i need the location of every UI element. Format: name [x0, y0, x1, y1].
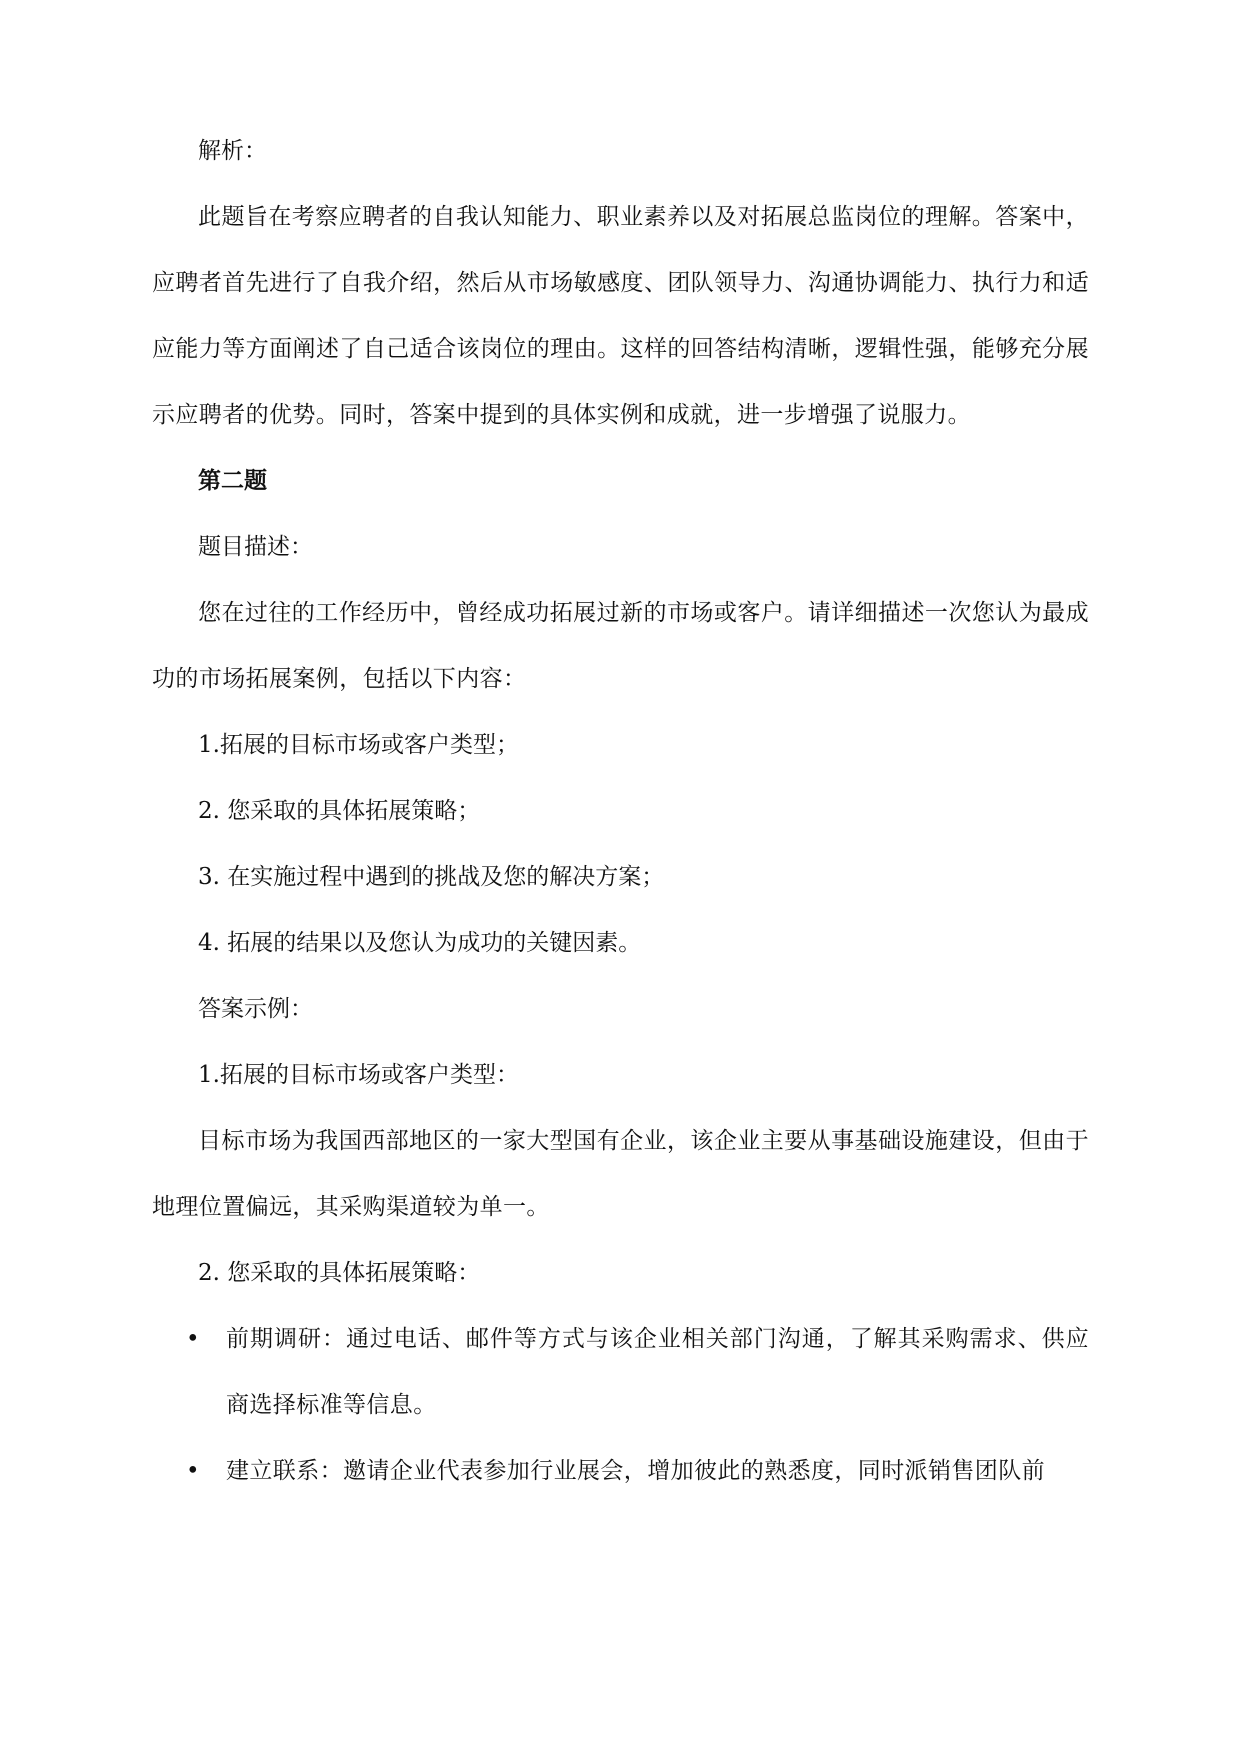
list-item: 1.拓展的目标市场或客户类型；: [198, 732, 519, 758]
list-item: 2. 您采取的具体拓展策略；: [198, 798, 481, 824]
section-heading: 第二题: [198, 467, 267, 494]
bullet-item: [152, 1438, 1089, 1504]
bullet-icon: •: [186, 1458, 200, 1484]
bullet-text: 建立联系：邀请企业代表参加行业展会，增加彼此的熟悉度，同时派销售团队前: [226, 1458, 1045, 1484]
document-page: [152, 118, 1089, 1504]
question-label: 题目描述：: [198, 534, 313, 560]
answer-subheading: 2. 您采取的具体拓展策略：: [198, 1260, 481, 1286]
question-paragraph: 您在过往的工作经历中，曾经成功拓展过新的市场或客户。请详细描述一次您认为最成功的市场拓展案例，包括以下内容：: [152, 600, 1089, 692]
list-item: 3. 在实施过程中遇到的挑战及您的解决方案；: [198, 864, 665, 890]
list-item: 4. 拓展的结果以及您认为成功的关键因素。: [198, 930, 642, 956]
analysis-label: 解析：: [198, 138, 267, 164]
answer-example-label: 答案示例：: [198, 996, 313, 1022]
bullet-icon: •: [186, 1326, 200, 1352]
answer-paragraph: 目标市场为我国西部地区的一家大型国有企业，该企业主要从事基础设施建设，但由于地理位置偏远，其采购渠道较为单一。: [152, 1128, 1089, 1220]
answer-subheading: 1.拓展的目标市场或客户类型：: [198, 1062, 519, 1088]
bullet-text: 前期调研：通过电话、邮件等方式与该企业相关部门沟通，了解其采购需求、供应商选择标准等信息。: [226, 1326, 1089, 1418]
bullet-item: [152, 1306, 1089, 1438]
analysis-paragraph: 此题旨在考察应聘者的自我认知能力、职业素养以及对拓展总监岗位的理解。答案中，应聘者首先进行了自我介绍，然后从市场敏感度、团队领导力、沟通协调能力、执行力和适应能力等方面阐述了自己适合该岗位的理由。这样的回答结构清晰，逻辑性强，能够充分展示应聘者的优势。同时，答案中提到的具体实例和成就，进一步增强了说服力。: [152, 204, 1089, 428]
